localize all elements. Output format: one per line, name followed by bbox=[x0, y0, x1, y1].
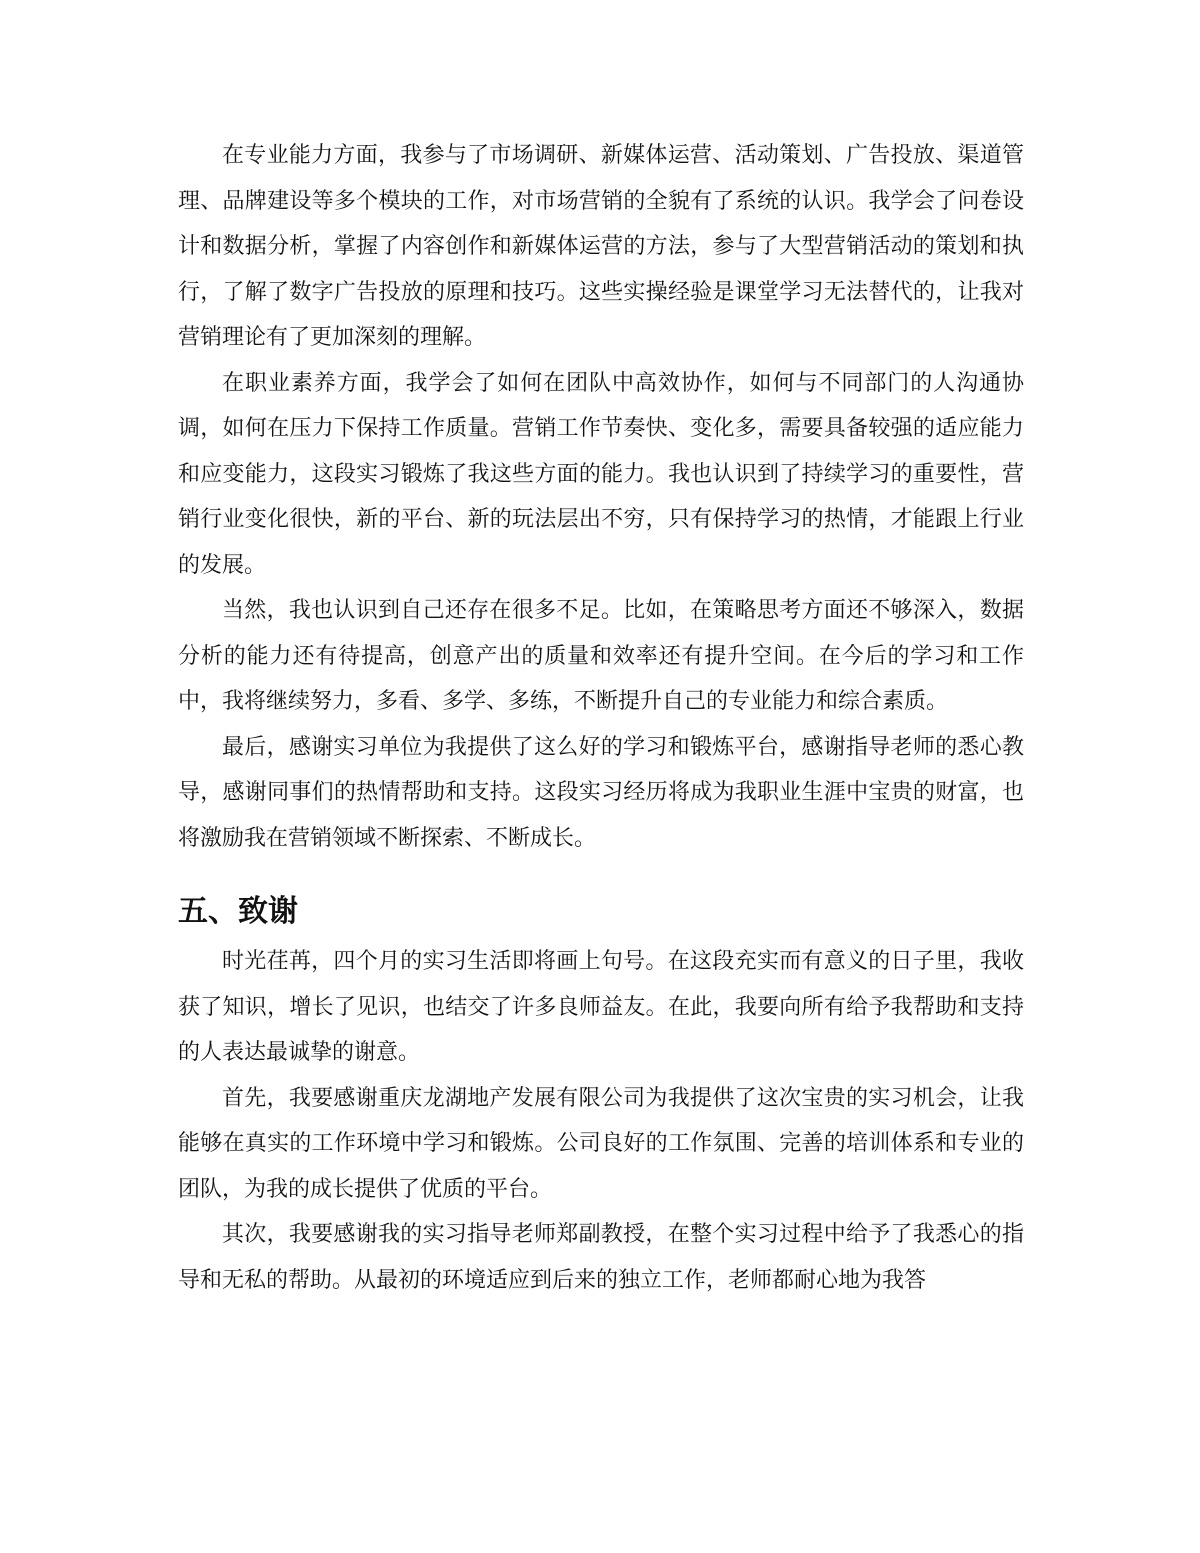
paragraph: 时光荏苒，四个月的实习生活即将画上句号。在这段充实而有意义的日子里，我收获了知识，增长了见识，也结交了许多良师益友。在此，我要向所有给予我帮助和支持的人表达最诚挚的谢意。 bbox=[178, 949, 1024, 1065]
section-summary bbox=[178, 133, 1024, 861]
paragraph: 当然，我也认识到自己还存在很多不足。比如，在策略思考方面还不够深入，数据分析的能力还有待提高，创意产出的质量和效率还有提升空间。在今后的学习和工作中，我将继续努力，多看、多学、多练，不断提升自己的专业能力和综合素质。 bbox=[178, 598, 1024, 714]
paragraph: 其次，我要感谢我的实习指导老师郑副教授，在整个实习过程中给予了我悉心的指导和无私的帮助。从最初的环境适应到后来的独立工作，老师都耐心地为我答 bbox=[178, 1222, 1024, 1293]
paragraph: 在职业素养方面，我学会了如何在团队中高效协作，如何与不同部门的人沟通协调，如何在压力下保持工作质量。营销工作节奏快、变化多，需要具备较强的适应能力和应变能力，这段实习锻炼了我这些方面的能力。我也认识到了持续学习的重要性，营销行业变化很快，新的平台、新的玩法层出不穷，只有保持学习的热情，才能跟上行业的发展。 bbox=[178, 370, 1024, 578]
paragraph: 最后，感谢实习单位为我提供了这么好的学习和锻炼平台，感谢指导老师的悉心教导，感谢同事们的热情帮助和支持。这段实习经历将成为我职业生涯中宝贵的财富，也将激励我在营销领域不断探索、不断成长。 bbox=[178, 734, 1024, 851]
paragraph: 在专业能力方面，我参与了市场调研、新媒体运营、活动策划、广告投放、渠道管理、品牌建设等多个模块的工作，对市场营销的全貌有了系统的认识。我学会了问卷设计和数据分析，掌握了内容创作和新媒体运营的方法，参与了大型营销活动的策划和执行，了解了数字广告投放的原理和技巧。这些实操经验是课堂学习无法替代的，让我对营销理论有了更加深刻的理解。 bbox=[178, 143, 1024, 350]
paragraph: 首先，我要感谢重庆龙湖地产发展有限公司为我提供了这次宝贵的实习机会，让我能够在真实的工作环境中学习和锻炼。公司良好的工作氛围、完善的培训体系和专业的团队，为我的成长提供了优质的平台。 bbox=[178, 1085, 1024, 1202]
document-page bbox=[178, 133, 1024, 1303]
section-heading: 五、致谢 bbox=[178, 894, 298, 929]
section-acknowledgements bbox=[178, 939, 1024, 1303]
